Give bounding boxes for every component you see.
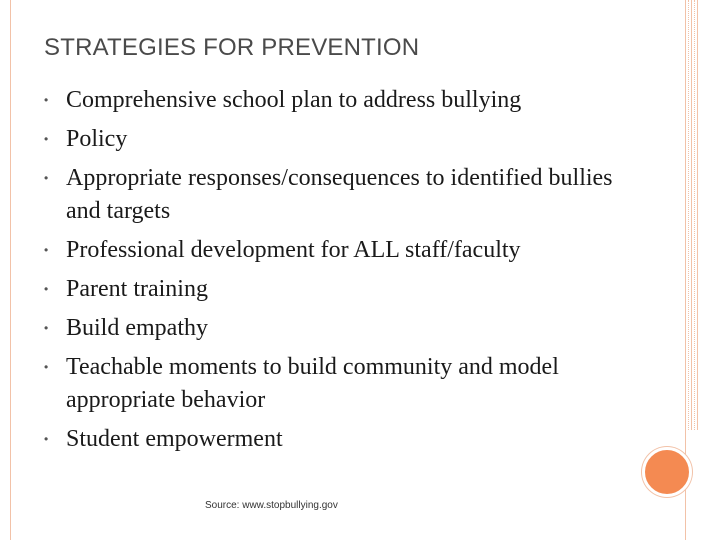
bullet-item bbox=[44, 312, 644, 345]
right-decorative-line bbox=[691, 0, 692, 430]
bullet-item bbox=[44, 123, 644, 156]
bullet-icon: • bbox=[44, 360, 49, 374]
bullet-text: Appropriate responses/consequences to identified bullies and targets bbox=[66, 165, 613, 224]
source-citation: Source: www.stopbullying.gov bbox=[205, 500, 338, 511]
bullet-text: Comprehensive school plan to address bullying bbox=[66, 87, 522, 113]
accent-circle bbox=[642, 447, 692, 497]
slide-title: STRATEGIES FOR PREVENTION bbox=[44, 34, 420, 61]
bullet-icon: • bbox=[44, 93, 49, 107]
bullet-text: Student empowerment bbox=[66, 426, 283, 452]
bullet-item bbox=[44, 351, 644, 417]
bullet-text: Parent training bbox=[66, 276, 208, 302]
left-frame-line bbox=[10, 0, 11, 540]
bullet-item bbox=[44, 84, 644, 117]
right-decorative-line bbox=[688, 0, 689, 430]
bullet-text: Professional development for ALL staff/faculty bbox=[66, 237, 521, 263]
right-decorative-line bbox=[694, 0, 695, 430]
bullet-item bbox=[44, 273, 644, 306]
bullet-icon: • bbox=[44, 321, 49, 335]
bullet-icon: • bbox=[44, 282, 49, 296]
bullet-text: Teachable moments to build community and model appropriate behavior bbox=[66, 354, 559, 413]
bullet-item bbox=[44, 234, 644, 267]
bullet-text: Build empathy bbox=[66, 315, 208, 341]
bullet-item bbox=[44, 423, 644, 456]
bullet-icon: • bbox=[44, 432, 49, 446]
bullet-icon: • bbox=[44, 132, 49, 146]
bullet-icon: • bbox=[44, 171, 49, 185]
bullet-list bbox=[44, 84, 644, 462]
bullet-icon: • bbox=[44, 243, 49, 257]
bullet-text: Policy bbox=[66, 126, 128, 152]
bullet-item bbox=[44, 162, 644, 228]
right-decorative-line bbox=[697, 0, 698, 430]
